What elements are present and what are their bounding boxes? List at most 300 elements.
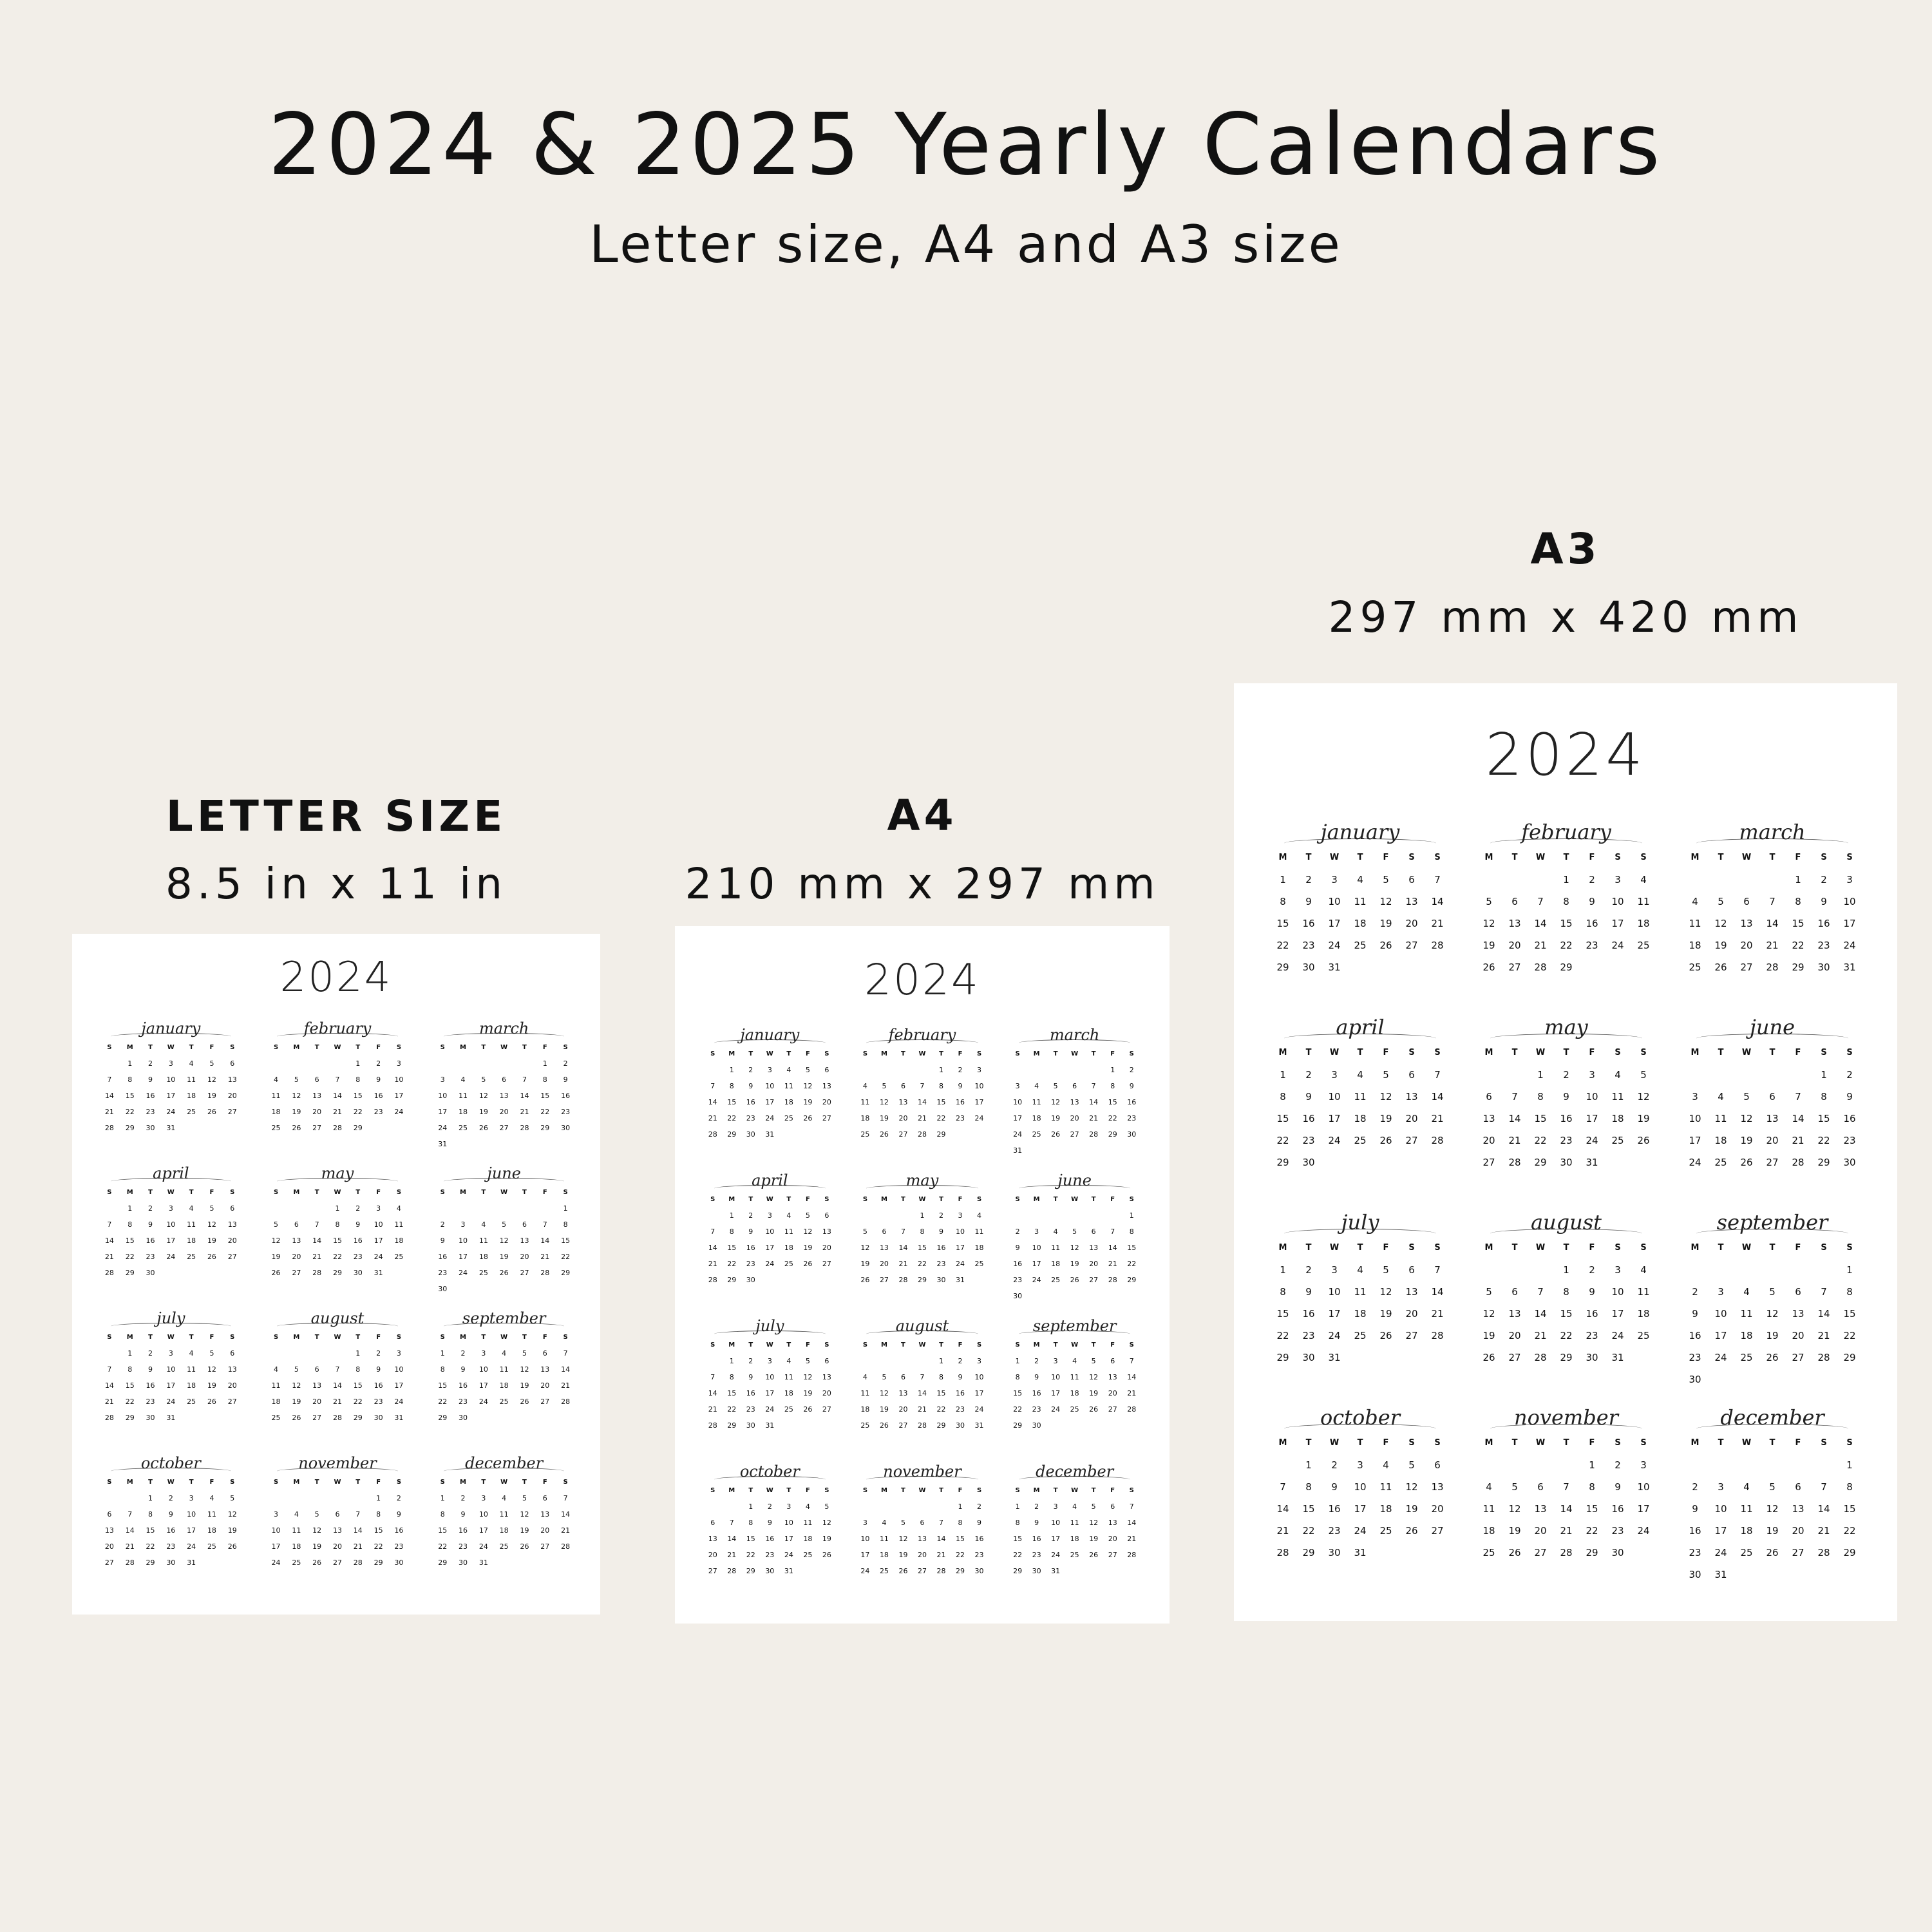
day-cell: 10 xyxy=(271,1526,281,1535)
weekday-label: T xyxy=(1091,1341,1096,1349)
day-cell: 13 xyxy=(1792,1503,1804,1515)
day-cell: 3 xyxy=(1015,1082,1020,1090)
day-cell: 29 xyxy=(727,1130,737,1139)
day-cell: 19 xyxy=(499,1253,509,1261)
day-cell xyxy=(515,1136,535,1152)
week-row xyxy=(1682,913,1862,934)
day-cell: 4 xyxy=(805,1502,810,1511)
day-cell: 16 xyxy=(765,1535,775,1543)
day-cell: 23 xyxy=(1302,940,1315,951)
day-cell xyxy=(1837,1564,1862,1586)
weekday-label: T xyxy=(1718,853,1724,862)
day-cell: 12 xyxy=(478,1092,488,1100)
day-cell: 9 xyxy=(977,1519,982,1527)
day-cell: 13 xyxy=(104,1526,114,1535)
month-name-label: may xyxy=(1544,1015,1588,1039)
week-row xyxy=(1008,1288,1141,1304)
day-cell: 4 xyxy=(786,1066,791,1074)
day-cell: 18 xyxy=(478,1253,488,1261)
day-cell: 15 xyxy=(936,1098,946,1106)
day-cell: 7 xyxy=(107,1365,112,1374)
day-cell xyxy=(1502,1259,1528,1281)
weekday-label: F xyxy=(958,1487,963,1494)
day-cell: 30 xyxy=(1013,1292,1023,1300)
weekday-label: S xyxy=(107,1334,112,1341)
day-cell: 20 xyxy=(1431,1503,1444,1515)
weekday-label: T xyxy=(314,1479,319,1486)
day-cell: 2 xyxy=(1305,1069,1312,1081)
day-cell xyxy=(799,1417,818,1434)
day-cell: 14 xyxy=(1792,1113,1804,1124)
day-cell: 23 xyxy=(956,1405,965,1414)
day-cell: 17 xyxy=(765,1389,775,1397)
day-cell: 23 xyxy=(1127,1114,1137,1122)
day-cell: 30 xyxy=(1302,961,1315,973)
day-cell: 24 xyxy=(478,1542,488,1551)
day-cell: 3 xyxy=(481,1494,486,1502)
day-cell: 9 xyxy=(1129,1082,1134,1090)
day-cell: 2 xyxy=(748,1211,753,1220)
day-cell: 9 xyxy=(1821,896,1827,907)
day-cell: 26 xyxy=(499,1269,509,1277)
weekday-header xyxy=(703,1482,837,1499)
day-cell xyxy=(1046,1288,1065,1304)
day-cell: 28 xyxy=(1534,961,1547,973)
weekday-label: T xyxy=(1305,1438,1312,1448)
weekday-label: F xyxy=(542,1044,547,1051)
weekday-label: T xyxy=(1718,1438,1724,1448)
weekday-label: M xyxy=(880,1050,887,1057)
weekday-header xyxy=(1682,1432,1862,1454)
month-april xyxy=(99,1162,243,1307)
day-cell: 25 xyxy=(271,1414,281,1422)
day-cell: 22 xyxy=(1586,1525,1598,1537)
day-cell: 18 xyxy=(803,1535,813,1543)
weekday-label: T xyxy=(748,1487,753,1494)
day-cell: 19 xyxy=(1508,1525,1521,1537)
day-cell: 5 xyxy=(314,1510,319,1519)
day-cell xyxy=(1399,1542,1425,1564)
day-cell: 19 xyxy=(898,1551,908,1559)
day-cell: 9 xyxy=(1305,1286,1312,1298)
weekday-label: M xyxy=(460,1334,466,1341)
weekday-label: W xyxy=(1071,1196,1079,1203)
day-cell: 13 xyxy=(1792,1308,1804,1320)
day-cell xyxy=(779,1272,799,1288)
weekday-label: S xyxy=(1821,1048,1827,1057)
day-cell xyxy=(1046,1208,1065,1224)
day-cell: 14 xyxy=(1127,1519,1137,1527)
day-cell xyxy=(222,1120,243,1136)
day-cell xyxy=(932,1499,951,1515)
weekday-label: W xyxy=(918,1487,926,1494)
weekday-label: T xyxy=(1357,1243,1363,1253)
day-cell: 2 xyxy=(958,1357,963,1365)
day-cell: 4 xyxy=(1743,1286,1750,1298)
day-cell: 1 xyxy=(958,1502,963,1511)
day-cell: 23 xyxy=(353,1253,363,1261)
day-cell xyxy=(535,1136,555,1152)
day-cell: 31 xyxy=(438,1140,448,1148)
day-cell: 9 xyxy=(1305,896,1312,907)
day-cell: 18 xyxy=(292,1542,301,1551)
day-cell: 30 xyxy=(146,1124,155,1132)
day-cell xyxy=(181,1265,202,1281)
day-cell: 17 xyxy=(956,1244,965,1252)
weekday-header xyxy=(1476,1432,1656,1454)
weekday-label: T xyxy=(748,1341,753,1349)
day-cell: 10 xyxy=(1637,1481,1650,1493)
weekday-header xyxy=(432,1329,576,1345)
day-cell: 28 xyxy=(520,1124,529,1132)
month-march xyxy=(432,1018,576,1162)
day-cell: 1 xyxy=(939,1066,943,1074)
weekday-label: M xyxy=(1033,1196,1040,1203)
day-cell: 12 xyxy=(879,1389,889,1397)
week-row xyxy=(266,1345,410,1361)
day-cell: 2 xyxy=(148,1349,153,1358)
weekday-header xyxy=(1008,1482,1141,1499)
day-cell: 19 xyxy=(1637,1113,1650,1124)
day-cell: 10 xyxy=(1611,896,1624,907)
month-may xyxy=(1476,1012,1656,1208)
weekday-label: S xyxy=(1015,1050,1020,1057)
day-cell: 13 xyxy=(822,1082,831,1090)
day-cell: 21 xyxy=(332,1397,342,1406)
month-march xyxy=(1682,817,1862,1012)
month-january xyxy=(703,1024,837,1170)
day-cell: 22 xyxy=(1013,1405,1023,1414)
day-cell: 13 xyxy=(898,1098,908,1106)
day-cell xyxy=(1084,1142,1103,1159)
month-name-label: july xyxy=(755,1317,784,1335)
day-cell: 19 xyxy=(1379,1308,1392,1320)
day-cell xyxy=(432,1200,453,1217)
week-row xyxy=(1476,1542,1656,1564)
day-cell xyxy=(1399,1347,1425,1368)
day-cell: 6 xyxy=(1795,1286,1801,1298)
day-cell: 22 xyxy=(936,1405,946,1414)
month-name-label: february xyxy=(888,1026,956,1044)
week-row xyxy=(1682,1476,1862,1498)
day-cell: 12 xyxy=(207,1220,216,1229)
day-cell: 17 xyxy=(1013,1114,1023,1122)
day-cell: 26 xyxy=(1508,1547,1521,1558)
weekday-label: S xyxy=(1846,1438,1853,1448)
day-cell: 10 xyxy=(478,1510,488,1519)
day-cell: 21 xyxy=(353,1542,363,1551)
day-cell: 26 xyxy=(860,1276,870,1284)
day-cell: 15 xyxy=(125,1236,135,1245)
week-row xyxy=(703,1224,837,1240)
day-cell: 7 xyxy=(335,1075,340,1084)
day-cell: 22 xyxy=(1013,1551,1023,1559)
day-cell: 21 xyxy=(708,1114,717,1122)
weekday-label: T xyxy=(148,1479,153,1486)
day-cell: 14 xyxy=(1431,896,1444,907)
day-cell: 7 xyxy=(1769,896,1776,907)
week-row xyxy=(856,1353,989,1369)
day-cell: 1 xyxy=(920,1211,925,1220)
day-cell: 10 xyxy=(974,1373,984,1381)
week-row xyxy=(1476,956,1656,978)
day-cell: 13 xyxy=(292,1236,301,1245)
weekday-label: T xyxy=(1305,853,1312,862)
day-cell: 30 xyxy=(1843,1157,1856,1168)
day-cell: 14 xyxy=(917,1098,927,1106)
day-cell: 19 xyxy=(1766,1525,1779,1537)
day-cell: 22 xyxy=(727,1114,737,1122)
day-cell: 23 xyxy=(1328,1525,1341,1537)
day-cell: 3 xyxy=(168,1059,173,1068)
week-row xyxy=(1270,934,1450,956)
day-cell xyxy=(1759,1454,1785,1476)
day-cell: 7 xyxy=(1434,874,1441,886)
day-cell: 3 xyxy=(1615,1264,1621,1276)
day-cell: 12 xyxy=(803,1082,813,1090)
month-name xyxy=(703,1315,837,1337)
day-cell: 5 xyxy=(1640,1069,1647,1081)
weekday-header xyxy=(99,1329,243,1345)
day-cell: 7 xyxy=(920,1373,925,1381)
weekday-label: S xyxy=(1640,1243,1647,1253)
day-cell: 24 xyxy=(394,1108,404,1116)
weekday-label: F xyxy=(1589,1438,1595,1448)
day-cell: 21 xyxy=(1508,1135,1521,1146)
day-cell: 4 xyxy=(502,1494,507,1502)
week-row xyxy=(1682,1347,1862,1368)
week-row xyxy=(703,1272,837,1288)
day-cell: 15 xyxy=(1302,1503,1315,1515)
day-cell: 12 xyxy=(207,1075,216,1084)
day-cell xyxy=(1759,1564,1785,1586)
weekday-label: W xyxy=(766,1487,773,1494)
day-cell xyxy=(286,1345,307,1361)
day-cell: 15 xyxy=(727,1098,737,1106)
day-cell: 4 xyxy=(1615,1069,1621,1081)
day-cell: 10 xyxy=(860,1535,870,1543)
day-cell: 20 xyxy=(917,1551,927,1559)
day-cell: 6 xyxy=(900,1082,905,1090)
weekday-label: T xyxy=(355,1334,361,1341)
day-cell xyxy=(1270,1454,1296,1476)
day-cell: 11 xyxy=(1637,1286,1650,1298)
day-cell: 6 xyxy=(294,1220,299,1229)
day-cell: 5 xyxy=(230,1494,235,1502)
month-name xyxy=(856,1315,989,1337)
day-cell xyxy=(817,1417,837,1434)
month-name xyxy=(703,1024,837,1046)
day-cell: 16 xyxy=(394,1526,404,1535)
day-cell: 18 xyxy=(1740,1330,1753,1341)
day-cell: 27 xyxy=(898,1421,908,1430)
day-cell: 1 xyxy=(440,1494,445,1502)
day-cell: 3 xyxy=(460,1220,466,1229)
day-cell: 24 xyxy=(478,1397,488,1406)
week-row xyxy=(266,1394,410,1410)
weekday-label: F xyxy=(542,1334,547,1341)
day-cell: 7 xyxy=(729,1519,734,1527)
day-cell xyxy=(875,1499,894,1515)
day-cell: 18 xyxy=(1070,1389,1079,1397)
day-cell: 10 xyxy=(765,1373,775,1381)
day-cell xyxy=(494,1056,515,1072)
day-cell: 5 xyxy=(1511,1481,1518,1493)
day-cell: 17 xyxy=(166,1092,176,1100)
week-row xyxy=(1270,1542,1450,1564)
day-cell: 2 xyxy=(767,1502,772,1511)
month-name xyxy=(266,1452,410,1474)
weekday-label: S xyxy=(230,1044,235,1051)
weekday-label: S xyxy=(563,1479,568,1486)
day-cell: 26 xyxy=(1482,961,1495,973)
weekday-label: T xyxy=(355,1479,361,1486)
day-cell: 30 xyxy=(438,1285,448,1293)
week-row xyxy=(266,1217,410,1233)
day-cell: 24 xyxy=(765,1260,775,1268)
day-cell: 26 xyxy=(1379,1135,1392,1146)
day-cell: 30 xyxy=(1560,1157,1573,1168)
weekday-label: T xyxy=(481,1479,486,1486)
day-cell: 16 xyxy=(1586,1308,1598,1320)
weekday-header xyxy=(703,1046,837,1062)
day-cell: 8 xyxy=(128,1365,133,1374)
day-cell: 21 xyxy=(1431,1113,1444,1124)
week-row xyxy=(99,1490,243,1506)
day-cell xyxy=(1065,1142,1084,1159)
day-cell: 16 xyxy=(1328,1503,1341,1515)
day-cell: 13 xyxy=(332,1526,342,1535)
week-row xyxy=(432,1506,576,1522)
weekday-label: M xyxy=(1690,853,1700,862)
day-cell xyxy=(1399,1151,1425,1173)
month-october xyxy=(703,1461,837,1606)
day-cell xyxy=(1065,1563,1084,1579)
day-cell: 13 xyxy=(1740,918,1753,929)
day-cell xyxy=(1476,1064,1502,1086)
day-cell: 11 xyxy=(1354,896,1367,907)
day-cell: 10 xyxy=(1051,1519,1061,1527)
day-cell xyxy=(1579,956,1605,978)
day-cell: 14 xyxy=(561,1365,571,1374)
day-cell: 21 xyxy=(104,1253,114,1261)
day-cell: 25 xyxy=(1482,1547,1495,1558)
day-cell: 6 xyxy=(920,1519,925,1527)
day-cell: 17 xyxy=(478,1526,488,1535)
day-cell: 8 xyxy=(1821,1091,1827,1103)
day-cell: 14 xyxy=(1276,1503,1289,1515)
day-cell: 9 xyxy=(148,1220,153,1229)
day-cell: 2 xyxy=(748,1066,753,1074)
day-cell: 25 xyxy=(1070,1405,1079,1414)
day-cell xyxy=(535,1410,555,1426)
day-cell: 17 xyxy=(394,1381,404,1390)
weekday-label: W xyxy=(167,1189,175,1196)
day-cell xyxy=(1347,956,1373,978)
day-cell: 17 xyxy=(974,1389,984,1397)
day-cell xyxy=(894,1062,913,1078)
day-cell: 31 xyxy=(765,1421,775,1430)
day-cell: 13 xyxy=(1405,1091,1418,1103)
day-cell: 27 xyxy=(499,1124,509,1132)
month-name-label: december xyxy=(1036,1463,1114,1481)
weekday-label: W xyxy=(1741,1048,1752,1057)
day-cell: 31 xyxy=(1328,961,1341,973)
day-cell: 5 xyxy=(1383,1264,1389,1276)
month-name xyxy=(856,1461,989,1482)
weekday-label: M xyxy=(728,1487,735,1494)
day-cell: 12 xyxy=(520,1365,529,1374)
day-cell xyxy=(1476,1454,1502,1476)
month-name-label: february xyxy=(303,1019,372,1037)
weekday-label: S xyxy=(230,1334,235,1341)
day-cell: 25 xyxy=(478,1269,488,1277)
day-cell: 20 xyxy=(227,1236,237,1245)
weekday-label: T xyxy=(901,1341,905,1349)
day-cell xyxy=(799,1563,818,1579)
day-cell: 31 xyxy=(478,1558,488,1567)
weekday-label: T xyxy=(481,1044,486,1051)
day-cell: 1 xyxy=(1537,1069,1544,1081)
day-cell: 12 xyxy=(898,1535,908,1543)
day-cell xyxy=(1837,1368,1862,1390)
day-cell xyxy=(535,1200,555,1217)
day-cell: 15 xyxy=(561,1236,571,1245)
day-cell: 9 xyxy=(1692,1308,1698,1320)
day-cell xyxy=(856,1353,875,1369)
day-cell: 10 xyxy=(784,1519,793,1527)
weekday-label: W xyxy=(1071,1050,1079,1057)
day-cell xyxy=(1122,1417,1141,1434)
day-cell: 27 xyxy=(540,1542,550,1551)
week-row xyxy=(266,1522,410,1539)
day-cell: 30 xyxy=(746,1130,755,1139)
day-cell: 16 xyxy=(1560,1113,1573,1124)
weekday-label: M xyxy=(1484,853,1493,862)
day-cell: 26 xyxy=(822,1551,831,1559)
day-cell: 16 xyxy=(1843,1113,1856,1124)
month-december xyxy=(1682,1403,1862,1598)
day-cell xyxy=(202,1555,222,1571)
day-cell xyxy=(875,1353,894,1369)
day-cell xyxy=(817,1272,837,1288)
day-cell: 2 xyxy=(939,1211,943,1220)
day-cell: 25 xyxy=(292,1558,301,1567)
day-cell: 11 xyxy=(1354,1286,1367,1298)
day-cell: 5 xyxy=(522,1349,527,1358)
day-cell: 17 xyxy=(1611,918,1624,929)
day-cell: 16 xyxy=(1032,1389,1041,1397)
day-cell: 9 xyxy=(1563,1091,1569,1103)
day-cell: 17 xyxy=(765,1098,775,1106)
day-cell: 2 xyxy=(460,1349,466,1358)
day-cell: 26 xyxy=(898,1567,908,1575)
day-cell: 20 xyxy=(1508,1330,1521,1341)
weekday-label: T xyxy=(1357,853,1363,862)
day-cell: 2 xyxy=(977,1502,982,1511)
day-cell: 11 xyxy=(803,1519,813,1527)
day-cell: 29 xyxy=(1302,1547,1315,1558)
day-cell: 4 xyxy=(786,1211,791,1220)
month-august xyxy=(1476,1208,1656,1403)
day-cell: 25 xyxy=(271,1124,281,1132)
day-cell: 1 xyxy=(1305,1459,1312,1471)
day-cell xyxy=(286,1200,307,1217)
day-cell: 21 xyxy=(125,1542,135,1551)
day-cell: 27 xyxy=(540,1397,550,1406)
day-cell: 24 xyxy=(1354,1525,1367,1537)
week-row xyxy=(1008,1547,1141,1563)
